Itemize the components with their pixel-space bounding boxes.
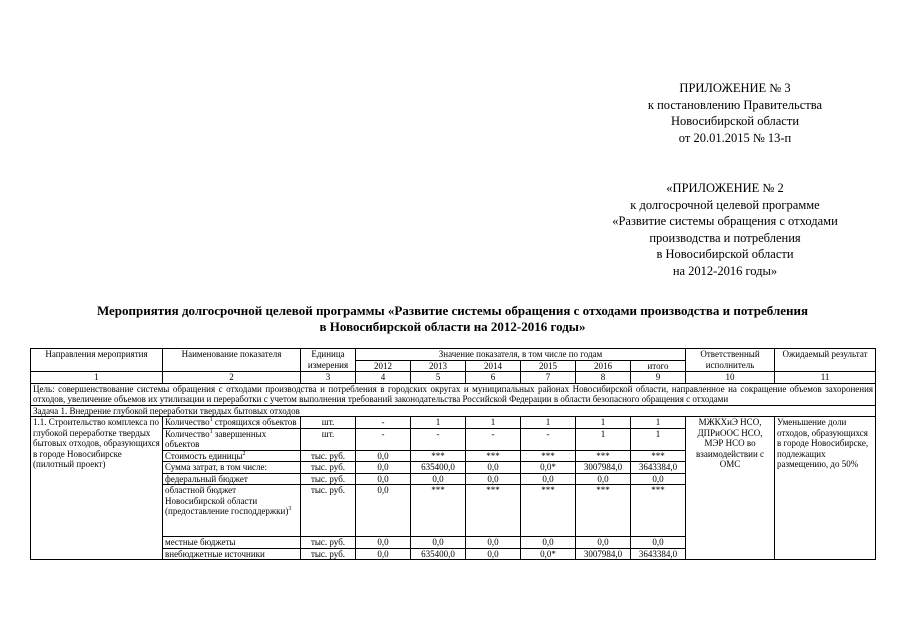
value-2015: 0,0* [521, 548, 576, 560]
value-2013: 0,0 [411, 537, 466, 549]
appendix-2-header [575, 180, 875, 279]
value-2013: *** [411, 450, 466, 462]
document-title-line-1: Мероприятия долгосрочной целевой программы «Развитие системы обращения с отходами производства и потребления [96, 303, 809, 318]
column-number: 3 [301, 372, 356, 384]
value-2015: 0,0 [521, 473, 576, 485]
column-number: 8 [576, 372, 631, 384]
value-2016: 3007984,0 [576, 462, 631, 474]
document-title [20, 303, 885, 335]
indicator-name [163, 428, 301, 450]
indicator-unit: тыс. руб. [301, 537, 356, 549]
task-1: Задача 1. Внедрение глубокой переработки твердых бытовых отходов [31, 405, 876, 417]
footnote-3: 3 [288, 506, 292, 512]
indicator-name: Сумма затрат, в том числе: [163, 462, 301, 474]
value-2013: - [411, 428, 466, 450]
header-unit: Единица измерения [301, 349, 356, 372]
value-2012: - [356, 428, 411, 450]
responsible-executor: МЖКХиЭ НСО, ДПРиООС НСО, МЭР НСО во взаимодействии с ОМС [686, 417, 775, 560]
value-2015: 0,0 [521, 537, 576, 549]
column-number-row [31, 372, 876, 384]
value-2014: 0,0 [466, 473, 521, 485]
value-2014: - [466, 428, 521, 450]
header-total: итого [631, 360, 686, 372]
header-year-2014: 2014 [466, 360, 521, 372]
document-title-line-2: в Новосибирской области на 2012-2016 годы» [319, 319, 586, 334]
header-row-1 [31, 349, 876, 361]
indicator-name-part: Количество [165, 428, 210, 439]
indicator-name-part: Стоимость единицы [165, 450, 243, 461]
column-number: 7 [521, 372, 576, 384]
indicator-name-part: областной бюджет Новосибирской области (предоставление господдержки) [165, 485, 289, 516]
value-total: 1 [631, 417, 686, 429]
indicator-unit: тыс. руб. [301, 450, 356, 462]
header-year-2013: 2013 [411, 360, 466, 372]
value-total: *** [631, 485, 686, 537]
value-2012: 0,0 [356, 450, 411, 462]
indicator-name [163, 417, 301, 429]
value-2012: 0,0 [356, 485, 411, 537]
value-2012: 0,0 [356, 548, 411, 560]
appendix-2-line-6: на 2012-2016 годы» [672, 263, 778, 278]
footnote-1: 1 [209, 428, 213, 435]
header-responsible: Ответственный исполнитель [686, 349, 775, 372]
appendix-2-line-4: производства и потребления [649, 230, 801, 245]
appendix-3-line-3: Новосибирской области [670, 114, 800, 128]
header-year-2015: 2015 [521, 360, 576, 372]
table-row [31, 417, 876, 429]
value-2016: 0,0 [576, 537, 631, 549]
value-2014: 1 [466, 417, 521, 429]
measure-1-1: 1.1. Строительство комплекса по глубокой переработке твердых бытовых отходов, образующихся в городе Новосибирске (пилотный проект) [31, 417, 163, 560]
measures-table [30, 348, 876, 560]
value-2013: 0,0 [411, 473, 466, 485]
appendix-2-line-5: в Новосибирской области [656, 247, 794, 261]
header-values-group: Значение показателя, в том числе по годам [356, 349, 686, 361]
header-result: Ожидаемый результат [775, 349, 876, 372]
value-2016: 1 [576, 428, 631, 450]
column-number: 11 [775, 372, 876, 384]
value-2015: *** [521, 485, 576, 537]
column-number: 2 [163, 372, 301, 384]
value-total: 3643384,0 [631, 548, 686, 560]
column-number: 6 [466, 372, 521, 384]
task-row [31, 405, 876, 417]
value-2013: 635400,0 [411, 548, 466, 560]
value-2012: 0,0 [356, 473, 411, 485]
value-total: 1 [631, 428, 686, 450]
value-2014: 0,0 [466, 537, 521, 549]
appendix-3-date: от 20.01.2015 № 13-п [678, 130, 792, 145]
value-2012: 0,0 [356, 462, 411, 474]
value-2014: 0,0 [466, 548, 521, 560]
expected-result: Уменьшение доли отходов, образующихся в городе Новосибирске, подлежащих размещению, до 50% [775, 417, 876, 560]
header-year-2016: 2016 [576, 360, 631, 372]
indicator-name: местные бюджеты [163, 537, 301, 549]
value-2014: *** [466, 485, 521, 537]
value-2016: *** [576, 450, 631, 462]
value-2014: 0,0 [466, 462, 521, 474]
value-2016: *** [576, 485, 631, 537]
indicator-unit: тыс. руб. [301, 462, 356, 474]
value-total: *** [631, 450, 686, 462]
value-2015: 0,0* [521, 462, 576, 474]
value-total: 0,0 [631, 537, 686, 549]
column-number: 4 [356, 372, 411, 384]
value-2013: *** [411, 485, 466, 537]
appendix-2-line-3: «Развитие системы обращения с отходами [612, 214, 838, 228]
appendix-2-line-2: к долгосрочной целевой программе [630, 197, 820, 212]
value-2012: - [356, 417, 411, 429]
value-total: 3643384,0 [631, 462, 686, 474]
indicator-name-part: завершенных объектов [165, 428, 267, 449]
indicator-name: федеральный бюджет [163, 473, 301, 485]
program-goal: Цель: совершенствование системы обращения с отходами производства и потребления в городских округах и муниципальных районах Новосибирской области, направленное на сокращение объемов захоронения отходов, увеличение объемов их утилизации и переработки с учетом выполнения требований законодательства Российской Федерации в области безопасного обращения с отходами [31, 383, 876, 405]
value-2012: 0,0 [356, 537, 411, 549]
header-year-2012: 2012 [356, 360, 411, 372]
value-2015: *** [521, 450, 576, 462]
indicator-unit: тыс. руб. [301, 548, 356, 560]
appendix-3-title: ПРИЛОЖЕНИЕ № 3 [679, 81, 791, 95]
indicator-unit: тыс. руб. [301, 485, 356, 537]
indicator-name: внебюджетные источники [163, 548, 301, 560]
indicator-name [163, 450, 301, 462]
appendix-3-line-2: к постановлению Правительства [647, 97, 823, 112]
value-2013: 1 [411, 417, 466, 429]
appendix-2-title: «ПРИЛОЖЕНИЕ № 2 [666, 181, 784, 195]
goal-row [31, 383, 876, 405]
value-2014: *** [466, 450, 521, 462]
indicator-unit: шт. [301, 417, 356, 429]
indicator-unit: тыс. руб. [301, 473, 356, 485]
appendix-3-header [600, 80, 870, 146]
column-number: 5 [411, 372, 466, 384]
value-2015: 1 [521, 417, 576, 429]
value-2016: 0,0 [576, 473, 631, 485]
column-number: 1 [31, 372, 163, 384]
header-direction: Направления мероприятия [31, 349, 163, 372]
value-total: 0,0 [631, 473, 686, 485]
column-number: 9 [631, 372, 686, 384]
value-2016: 3007984,0 [576, 548, 631, 560]
value-2016: 1 [576, 417, 631, 429]
value-2013: 635400,0 [411, 462, 466, 474]
indicator-unit: шт. [301, 428, 356, 450]
value-2015: - [521, 428, 576, 450]
header-indicator: Наименование показателя [163, 349, 301, 372]
column-number: 10 [686, 372, 775, 384]
indicator-name-part: строящихся объектов [212, 417, 297, 427]
footnote-1: 1 [209, 417, 213, 423]
indicator-name-part: Количество [165, 417, 210, 427]
footnote-2: 2 [242, 450, 246, 457]
indicator-name [163, 485, 301, 537]
